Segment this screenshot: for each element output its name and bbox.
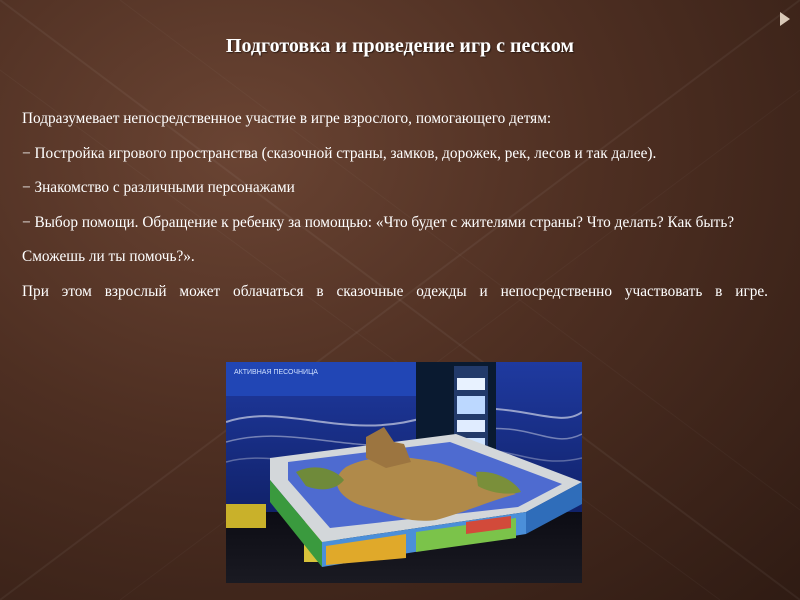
intro-text: Подразумевает непосредственное участие в игре взрослого, помогающего детям: [22, 110, 552, 127]
sand-table-illustration [226, 362, 582, 583]
closing-text: При этом взрослый может облачаться в сказочные одежды и непосредственно участвовать в игре. [22, 282, 768, 300]
slide-title: Подготовка и проведение игр с песком [225, 35, 575, 57]
corner-triangle-icon [780, 12, 790, 26]
slide-body [22, 102, 768, 344]
list-item: − Выбор помощи. Обращение к ребенку за помощью: «Что будет с жителями страны? Что делать? Как быть? Сможешь ли ты помочь?». [22, 213, 735, 265]
sand-table-photo [226, 362, 582, 583]
list-item: − Знакомство с различными персонажами [22, 179, 295, 196]
photo-banner-text: АКТИВНАЯ ПЕСОЧНИЦА [234, 369, 318, 376]
list-item: − Постройка игрового пространства (сказочной страны, замков, дорожек, рек, лесов и так далее). [22, 144, 657, 162]
